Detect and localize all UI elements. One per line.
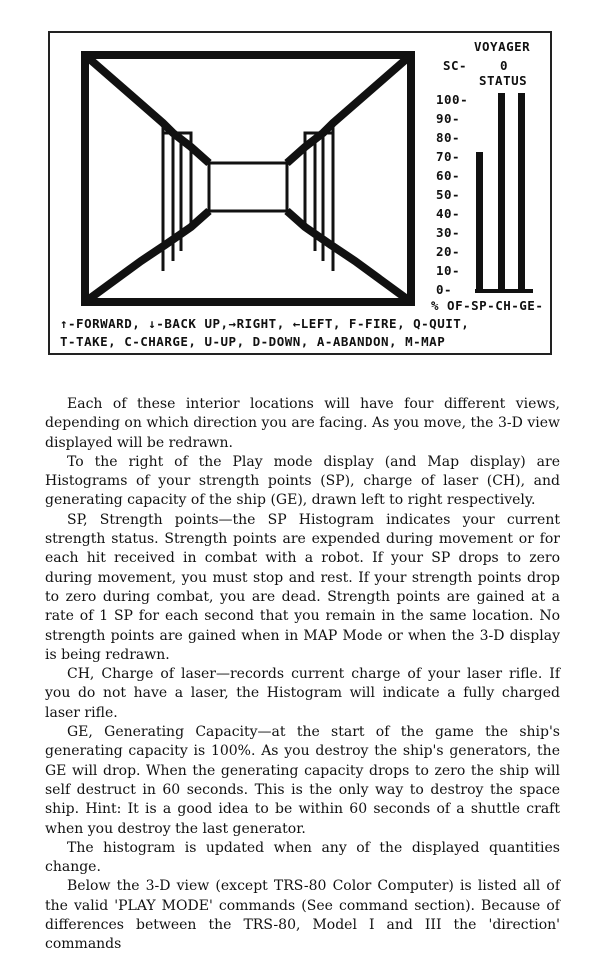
axis-tick: 20- — [436, 244, 461, 259]
axis-tick: 60- — [436, 168, 461, 183]
command-list-line-1: ↑-FORWARD, ↓-BACK UP,→RIGHT, ←LEFT, F-FIRE, Q-QUIT, — [60, 316, 470, 331]
corridor-3d-view — [81, 51, 415, 306]
ge-histogram-bar — [518, 93, 525, 292]
status-title: STATUS — [479, 73, 528, 88]
paragraph: To the right of the Play mode display (and Map display) are Histograms of your strength points (SP), charge of laser (CH), and generating capacity of the ship (GE), drawn left to right respectively. — [45, 453, 560, 509]
paragraph: GE, Generating Capacity—at the start of the game the ship's generating capacity is 100%. As you destroy the ship's generators, the GE will drop. When the generating capacity drops to zero the ship will self destruct in 60 seconds. This is the only way to destroy the space ship. Hint: It is a good idea to be within 60 seconds of a shuttle craft when you destroy the last generator. — [45, 724, 560, 837]
ch-histogram-bar — [498, 93, 505, 292]
corridor-far-wall — [209, 163, 287, 211]
sp-histogram-bar — [476, 152, 483, 292]
axis-tick: 80- — [436, 130, 461, 145]
paragraph: Below the 3-D view (except TRS-80 Color Computer) is listed all of the valid 'PLAY MODE' commands (See command section). Because of differences between the TRS-80, Model I and III the 'direction' commands — [45, 878, 560, 953]
axis-tick: 100- — [436, 92, 469, 107]
axis-tick: 0- — [436, 282, 453, 297]
histogram-label: % OF-SP-CH-GE- — [431, 298, 544, 313]
axis-tick: 10- — [436, 263, 461, 278]
histogram-baseline — [475, 289, 533, 293]
axis-tick: 70- — [436, 149, 461, 164]
paragraph: The histogram is updated when any of the displayed quantities change. — [45, 839, 560, 876]
axis-tick: 30- — [436, 225, 461, 240]
paragraph: SP, Strength points—the SP Histogram indicates your current strength status. Strength points are expended during movement or for each hit received in combat with a robot. If your SP drops to zero during movement, you must stop and rest. If your strength points drop to zero during combat, you are dead. Strength points are gained at a rate of 1 SP for each second that you remain in the same location. No strength points are gained when in MAP Mode or when the 3-D display is being redrawn. — [45, 511, 560, 663]
score-label: SC- — [443, 58, 468, 73]
paragraph: CH, Charge of laser—records current charge of your laser rifle. If you do not have a laser, the Histogram will indicate a fully charged laser rifle. — [45, 666, 560, 721]
score-value: 0 — [500, 58, 509, 73]
manual-body-text — [45, 395, 560, 955]
command-list-line-2: T-TAKE, C-CHARGE, U-UP, D-DOWN, A-ABANDON, M-MAP — [60, 334, 446, 349]
axis-tick: 90- — [436, 111, 461, 126]
voyager-title: VOYAGER — [474, 39, 531, 54]
axis-tick: 50- — [436, 187, 461, 202]
axis-tick: 40- — [436, 206, 461, 221]
paragraph: Each of these interior locations will have four different views, depending on which direction you are facing. As you move, the 3-D view displayed will be redrawn. — [45, 396, 560, 451]
game-screen-display — [48, 31, 552, 355]
